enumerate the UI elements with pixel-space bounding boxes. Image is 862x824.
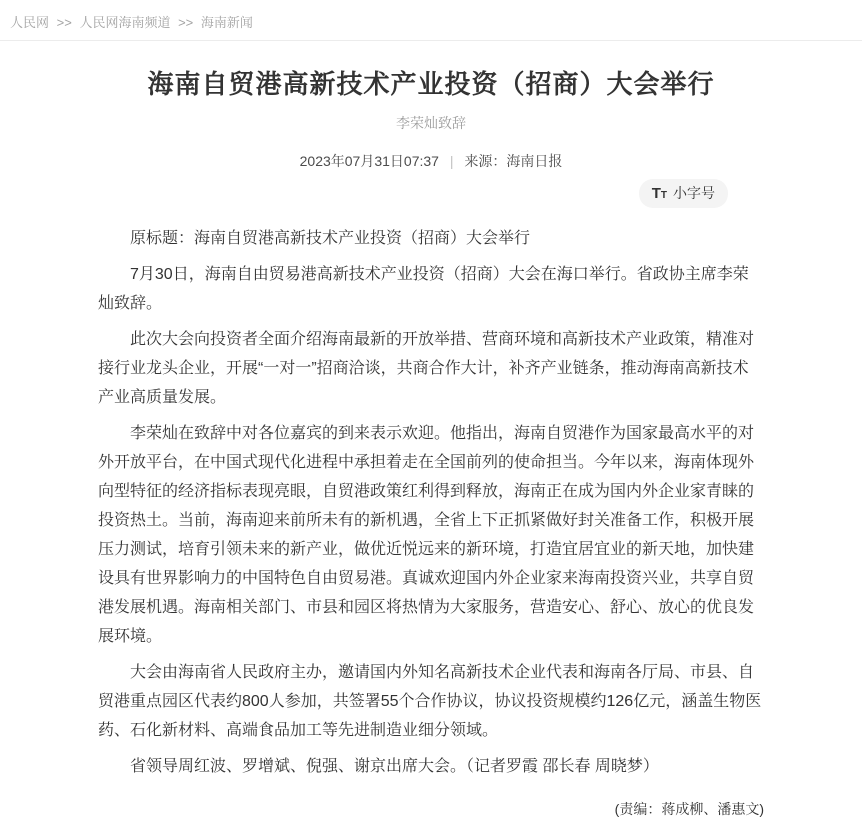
breadcrumb [0,0,862,40]
article-title: 海南自贸港高新技术产业投资（招商）大会举行 [147,69,715,99]
font-size-icon: T T [651,185,667,202]
article-content [98,224,764,824]
breadcrumb-separator: >> [56,15,72,30]
meta-separator: | [449,153,454,169]
font-size-label: 小字号 [673,185,715,201]
paragraph: 李荣灿在致辞中对各位嘉宾的到来表示欢迎。他指出，海南自贸港作为国家最高水平的对外开放平台，在中国式现代化进程中承担着走在全国前列的使命担当。今年以来，海南体现外向型特征的经济指标表现亮眼，自贸港政策红利得到释放，海南正在成为国内外企业家青睐的投资热土。当前，海南迎来前所未有的新机遇，全省上下正抓紧做好封关准备工作，积极开展压力测试，培育引领未来的新产业，做优近悦远来的新环境，打造宜居宜业的新天地，加快建设具有世界影响力的中国特色自由贸易港。真诚欢迎国内外企业家来海南投资兴业，共享自贸港发展机遇。海南相关部门、市县和园区将热情为大家服务，营造安心、舒心、放心的优良发展环境。 [98,425,755,645]
breadcrumb-link-hainan-news[interactable]: 海南新闻 [200,15,253,30]
breadcrumb-separator: >> [178,15,194,30]
article-toolbar [98,179,764,208]
paragraph: 7月30日，海南自由贸易港高新技术产业投资（招商）大会在海口举行。省政协主席李荣灿致辞。 [98,266,749,312]
article-meta [98,151,764,171]
header-divider [0,40,862,41]
source-label: 来源： [464,153,507,169]
paragraph: 大会由海南省人民政府主办，邀请国内外知名高新技术企业代表和海南各厅局、市县、自贸港重点园区代表约800人参加，共签署55个合作协议，协议投资规模约126亿元，涵盖生物医药、石化新材料、高端食品加工等先进制造业细分领域。 [98,664,762,739]
font-size-button[interactable] [639,179,728,208]
paragraph: 此次大会向投资者全面介绍海南最新的开放举措、营商环境和高新技术产业政策，精准对接行业龙头企业，开展“一对一”招商洽谈，共商合作大计，补齐产业链条，推动海南高新技术产业高质量发展。 [98,331,755,406]
breadcrumb-link-hainan-channel[interactable]: 人民网海南频道 [79,15,171,30]
paragraph: 省领导周红波、罗增斌、倪强、谢京出席大会。（记者罗霞 邵长春 周晓梦） [130,758,659,775]
article [98,67,764,824]
breadcrumb-link-peoples-daily[interactable]: 人民网 [10,15,50,30]
source-name: 海南日报 [506,153,563,169]
publish-datetime: 2023年07月31日07:37 [299,153,439,169]
original-title-line: 原标题：海南自贸港高新技术产业投资（招商）大会举行 [130,230,531,247]
article-subtitle: 李荣灿致辞 [396,115,466,131]
editors-line: (责编：蒋成柳、潘惠文) [614,801,764,817]
